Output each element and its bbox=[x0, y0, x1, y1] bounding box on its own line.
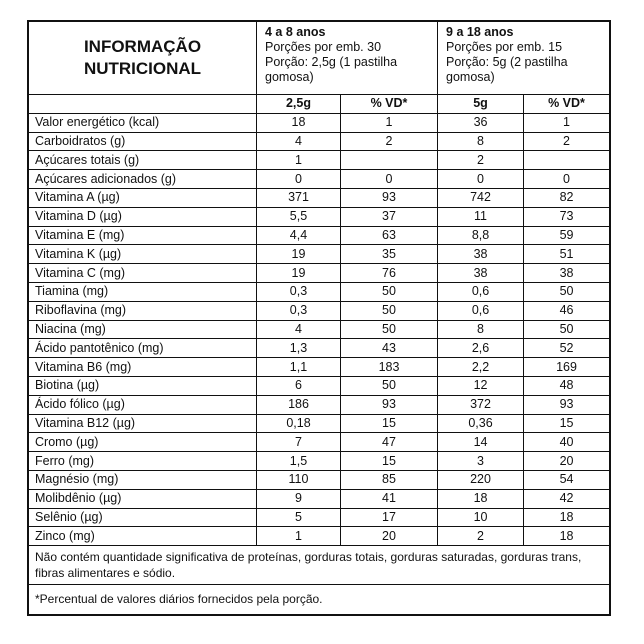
amount-2-5g: 19 bbox=[257, 245, 341, 264]
table-row bbox=[29, 207, 610, 226]
title-line-1: INFORMAÇÃO bbox=[83, 37, 202, 56]
nutrient-name: Vitamina D (µg) bbox=[29, 207, 257, 226]
amount-5g: 0,36 bbox=[438, 414, 524, 433]
table-row bbox=[29, 151, 610, 170]
nutrient-name: Zinco (mg) bbox=[29, 527, 257, 546]
table-row bbox=[29, 470, 610, 489]
table-row bbox=[29, 508, 610, 527]
vd-9-18: 15 bbox=[524, 414, 610, 433]
nutrient-name: Carboidratos (g) bbox=[29, 132, 257, 151]
table-row bbox=[29, 301, 610, 320]
nutrition-facts-label bbox=[27, 20, 611, 616]
amount-2-5g: 18 bbox=[257, 113, 341, 132]
vd-9-18: 42 bbox=[524, 489, 610, 508]
amount-5g: 372 bbox=[438, 395, 524, 414]
amount-5g: 2 bbox=[438, 527, 524, 546]
amount-5g: 742 bbox=[438, 188, 524, 207]
vd-9-18: 52 bbox=[524, 339, 610, 358]
footnote-row-2 bbox=[29, 585, 610, 615]
vd-9-18: 50 bbox=[524, 320, 610, 339]
vd-9-18: 169 bbox=[524, 358, 610, 377]
amount-2-5g: 110 bbox=[257, 470, 341, 489]
vd-9-18: 93 bbox=[524, 395, 610, 414]
amount-5g: 8 bbox=[438, 320, 524, 339]
amount-5g: 2,2 bbox=[438, 358, 524, 377]
table-row bbox=[29, 170, 610, 189]
vd-4-8: 93 bbox=[341, 188, 438, 207]
vd-9-18: 48 bbox=[524, 376, 610, 395]
footnote-vd: *Percentual de valores diários fornecidos pela porção. bbox=[29, 585, 610, 615]
amount-2-5g: 1,5 bbox=[257, 452, 341, 471]
amount-2-5g: 1 bbox=[257, 151, 341, 170]
vd-4-8: 76 bbox=[341, 264, 438, 283]
subheader-row bbox=[29, 95, 610, 114]
group-servings: Porções por emb. 30 bbox=[265, 40, 382, 54]
amount-2-5g: 0,18 bbox=[257, 414, 341, 433]
nutrient-name: Selênio (µg) bbox=[29, 508, 257, 527]
amount-5g: 0,6 bbox=[438, 301, 524, 320]
amount-2-5g: 5 bbox=[257, 508, 341, 527]
table-row bbox=[29, 489, 610, 508]
amount-2-5g: 4 bbox=[257, 320, 341, 339]
group-name: 9 a 18 anos bbox=[446, 25, 514, 39]
amount-5g: 36 bbox=[438, 113, 524, 132]
amount-5g: 0 bbox=[438, 170, 524, 189]
vd-4-8: 50 bbox=[341, 320, 438, 339]
vd-9-18: 46 bbox=[524, 301, 610, 320]
nutrient-name: Vitamina E (mg) bbox=[29, 226, 257, 245]
vd-4-8: 50 bbox=[341, 376, 438, 395]
vd-4-8: 85 bbox=[341, 470, 438, 489]
group-portion: Porção: 5g (2 pastilha gomosa) bbox=[446, 55, 568, 84]
subheader-cell: % VD* bbox=[524, 95, 610, 114]
vd-4-8: 15 bbox=[341, 414, 438, 433]
table-row bbox=[29, 527, 610, 546]
vd-4-8: 50 bbox=[341, 282, 438, 301]
amount-5g: 11 bbox=[438, 207, 524, 226]
vd-9-18: 0 bbox=[524, 170, 610, 189]
vd-9-18 bbox=[524, 151, 610, 170]
group-servings: Porções por emb. 15 bbox=[446, 40, 563, 54]
amount-5g: 2,6 bbox=[438, 339, 524, 358]
amount-5g: 8 bbox=[438, 132, 524, 151]
nutrient-name: Açúcares adicionados (g) bbox=[29, 170, 257, 189]
vd-4-8: 43 bbox=[341, 339, 438, 358]
table-row bbox=[29, 320, 610, 339]
vd-9-18: 73 bbox=[524, 207, 610, 226]
amount-2-5g: 1,1 bbox=[257, 358, 341, 377]
vd-4-8: 2 bbox=[341, 132, 438, 151]
nutrient-rows bbox=[29, 113, 610, 545]
amount-5g: 14 bbox=[438, 433, 524, 452]
nutrient-name: Riboflavina (mg) bbox=[29, 301, 257, 320]
table-row bbox=[29, 433, 610, 452]
vd-4-8 bbox=[341, 151, 438, 170]
vd-9-18: 82 bbox=[524, 188, 610, 207]
vd-9-18: 18 bbox=[524, 527, 610, 546]
vd-4-8: 35 bbox=[341, 245, 438, 264]
vd-4-8: 1 bbox=[341, 113, 438, 132]
header-row bbox=[29, 22, 610, 95]
vd-4-8: 183 bbox=[341, 358, 438, 377]
amount-5g: 0,6 bbox=[438, 282, 524, 301]
nutrient-name: Ácido fólico (µg) bbox=[29, 395, 257, 414]
title-line-2: NUTRICIONAL bbox=[83, 59, 202, 78]
vd-9-18: 59 bbox=[524, 226, 610, 245]
nutrient-name: Valor energético (kcal) bbox=[29, 113, 257, 132]
table-row bbox=[29, 376, 610, 395]
nutrient-name: Vitamina K (µg) bbox=[29, 245, 257, 264]
nutrient-name: Vitamina B6 (mg) bbox=[29, 358, 257, 377]
table-row bbox=[29, 132, 610, 151]
vd-9-18: 51 bbox=[524, 245, 610, 264]
vd-4-8: 63 bbox=[341, 226, 438, 245]
vd-4-8: 50 bbox=[341, 301, 438, 320]
amount-5g: 2 bbox=[438, 151, 524, 170]
nutrient-name: Tiamina (mg) bbox=[29, 282, 257, 301]
footnote-row-1 bbox=[29, 546, 610, 585]
label-title bbox=[29, 22, 257, 95]
group-portion: Porção: 2,5g (1 pastilha gomosa) bbox=[265, 55, 398, 84]
nutrient-name: Ácido pantotênico (mg) bbox=[29, 339, 257, 358]
amount-2-5g: 186 bbox=[257, 395, 341, 414]
nutrient-name: Magnésio (mg) bbox=[29, 470, 257, 489]
amount-2-5g: 0,3 bbox=[257, 301, 341, 320]
amount-2-5g: 5,5 bbox=[257, 207, 341, 226]
nutrient-name: Ferro (mg) bbox=[29, 452, 257, 471]
nutrient-name: Cromo (µg) bbox=[29, 433, 257, 452]
nutrient-name: Molibdênio (µg) bbox=[29, 489, 257, 508]
vd-4-8: 20 bbox=[341, 527, 438, 546]
table-row bbox=[29, 339, 610, 358]
amount-2-5g: 1 bbox=[257, 527, 341, 546]
amount-5g: 8,8 bbox=[438, 226, 524, 245]
amount-2-5g: 7 bbox=[257, 433, 341, 452]
nutrient-name: Biotina (µg) bbox=[29, 376, 257, 395]
table-row bbox=[29, 395, 610, 414]
vd-9-18: 54 bbox=[524, 470, 610, 489]
nutrient-name: Vitamina C (mg) bbox=[29, 264, 257, 283]
amount-2-5g: 371 bbox=[257, 188, 341, 207]
amount-2-5g: 0 bbox=[257, 170, 341, 189]
table-row bbox=[29, 414, 610, 433]
table-row bbox=[29, 358, 610, 377]
amount-2-5g: 0,3 bbox=[257, 282, 341, 301]
amount-5g: 38 bbox=[438, 245, 524, 264]
amount-5g: 18 bbox=[438, 489, 524, 508]
vd-9-18: 38 bbox=[524, 264, 610, 283]
subheader-cell: % VD* bbox=[341, 95, 438, 114]
amount-2-5g: 4 bbox=[257, 132, 341, 151]
table-row bbox=[29, 452, 610, 471]
vd-4-8: 41 bbox=[341, 489, 438, 508]
table-row bbox=[29, 282, 610, 301]
amount-5g: 220 bbox=[438, 470, 524, 489]
vd-4-8: 37 bbox=[341, 207, 438, 226]
amount-2-5g: 9 bbox=[257, 489, 341, 508]
vd-9-18: 2 bbox=[524, 132, 610, 151]
amount-2-5g: 1,3 bbox=[257, 339, 341, 358]
vd-4-8: 93 bbox=[341, 395, 438, 414]
amount-2-5g: 4,4 bbox=[257, 226, 341, 245]
nutrient-name: Vitamina B12 (µg) bbox=[29, 414, 257, 433]
amount-5g: 10 bbox=[438, 508, 524, 527]
vd-4-8: 47 bbox=[341, 433, 438, 452]
amount-2-5g: 6 bbox=[257, 376, 341, 395]
subheader-blank bbox=[29, 95, 257, 114]
table-row bbox=[29, 245, 610, 264]
nutrient-name: Açúcares totais (g) bbox=[29, 151, 257, 170]
table-row bbox=[29, 226, 610, 245]
vd-9-18: 50 bbox=[524, 282, 610, 301]
amount-2-5g: 19 bbox=[257, 264, 341, 283]
nutrition-table bbox=[28, 21, 610, 615]
vd-9-18: 1 bbox=[524, 113, 610, 132]
amount-5g: 38 bbox=[438, 264, 524, 283]
nutrient-name: Vitamina A (µg) bbox=[29, 188, 257, 207]
amount-5g: 3 bbox=[438, 452, 524, 471]
table-row bbox=[29, 264, 610, 283]
vd-9-18: 20 bbox=[524, 452, 610, 471]
group-name: 4 a 8 anos bbox=[265, 25, 326, 39]
subheader-cell: 5g bbox=[438, 95, 524, 114]
table-row bbox=[29, 188, 610, 207]
amount-5g: 12 bbox=[438, 376, 524, 395]
vd-9-18: 40 bbox=[524, 433, 610, 452]
group-9-18 bbox=[438, 22, 610, 95]
subheader-cell: 2,5g bbox=[257, 95, 341, 114]
vd-9-18: 18 bbox=[524, 508, 610, 527]
vd-4-8: 15 bbox=[341, 452, 438, 471]
vd-4-8: 17 bbox=[341, 508, 438, 527]
nutrient-name: Niacina (mg) bbox=[29, 320, 257, 339]
vd-4-8: 0 bbox=[341, 170, 438, 189]
footnote-nutrients: Não contém quantidade significativa de proteínas, gorduras totais, gorduras saturadas, gorduras trans, fibras alimentares e sódio. bbox=[29, 546, 610, 585]
table-row bbox=[29, 113, 610, 132]
group-4-8 bbox=[257, 22, 438, 95]
